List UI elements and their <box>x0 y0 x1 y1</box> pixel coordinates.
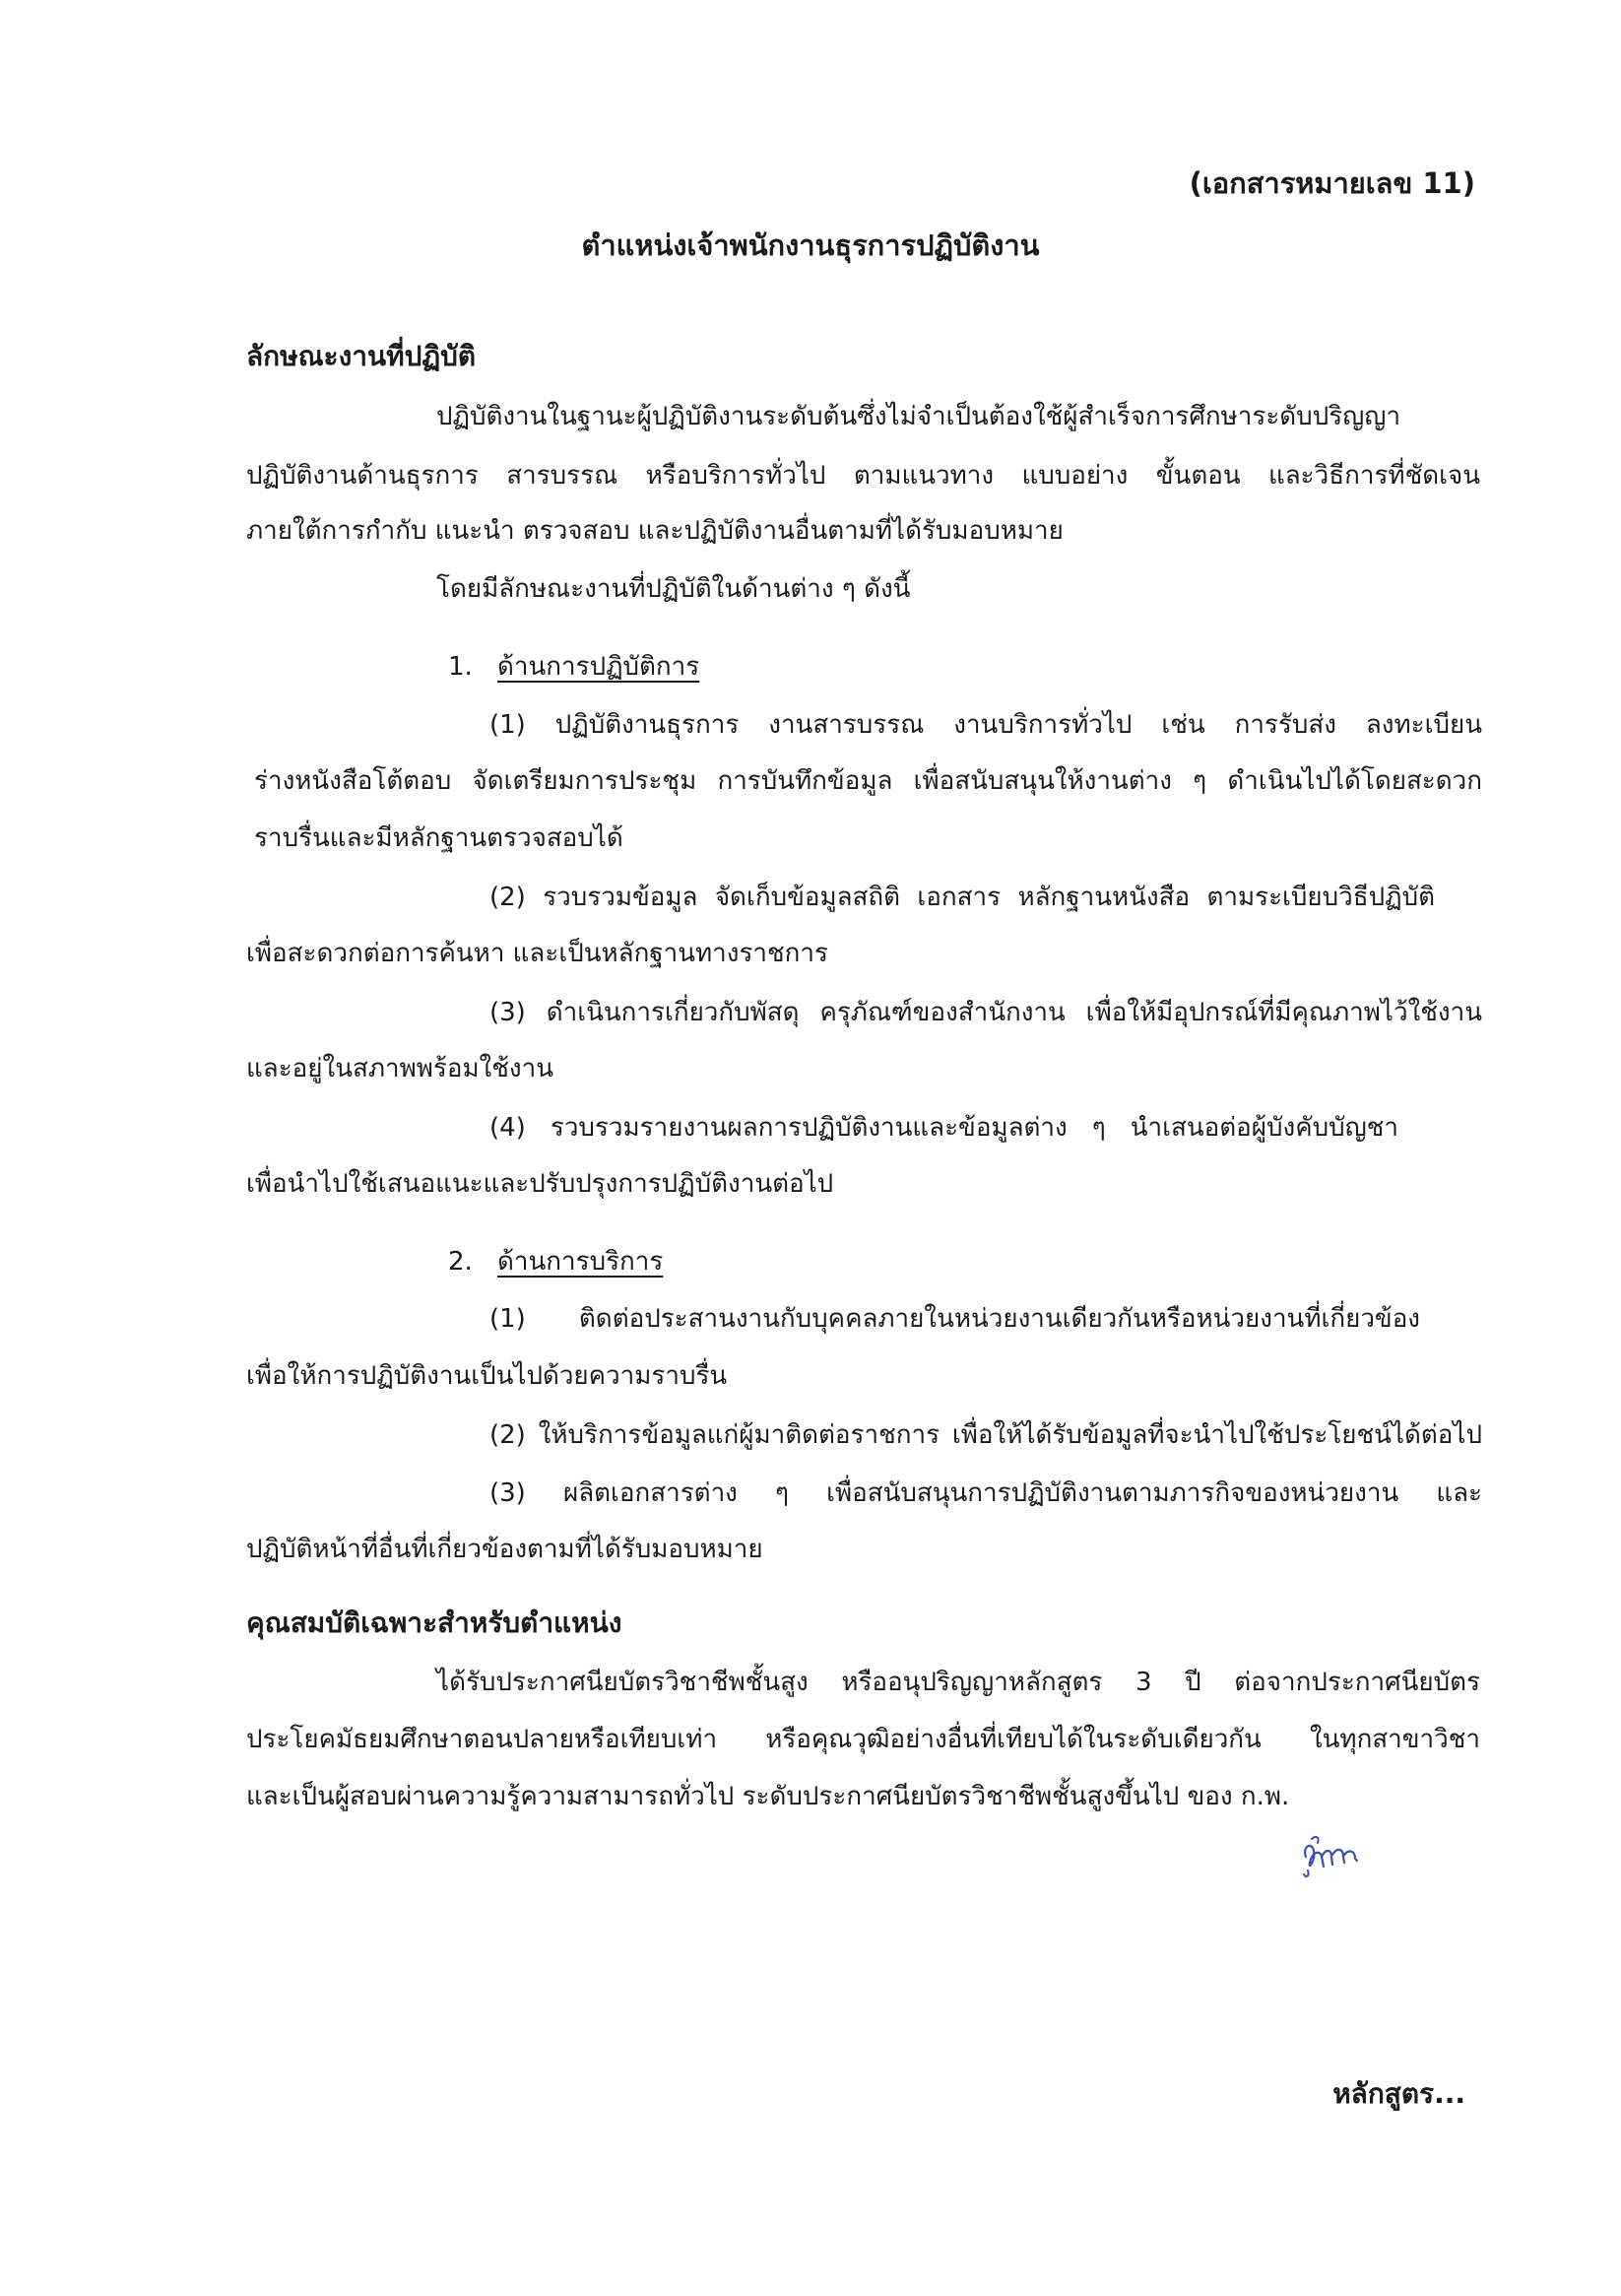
operations-item-1-line-3: ราบรื่นและมีหลักฐานตรวจสอบได้ <box>254 823 623 853</box>
operations-item-1-line-2: ร่างหนังสือโต้ตอบ จัดเตรียมการประชุม การบันทึกข้อมูล เพื่อสนับสนุนให้งานต่าง ๆ ดำเนินไปได้โดยสะดวก <box>254 766 1482 796</box>
qualifications-line-1: ได้รับประกาศนียบัตรวิชาชีพชั้นสูง หรืออนุปริญญาหลักสูตร 3 ปี ต่อจากประกาศนียบัตร <box>436 1668 1480 1697</box>
section-1-number: 1. <box>448 652 473 682</box>
continued-footer: หลักสูตร... <box>1332 2077 1465 2110</box>
service-item-3-line-2: ปฏิบัติหน้าที่อื่นที่เกี่ยวข้องตามที่ได้รับมอบหมาย <box>246 1535 763 1564</box>
job-nature-heading: ลักษณะงานที่ปฏิบัติ <box>246 340 477 372</box>
operations-item-4-line-1: (4) รวบรวมรายงานผลการปฏิบัติงานและข้อมูลต่าง ๆ นำเสนอต่อผู้บังคับบัญชา <box>489 1113 1398 1143</box>
job-nature-para-line-2: ปฏิบัติงานด้านธุรการ สารบรรณ หรือบริการทั่วไป ตามแนวทาง แบบอย่าง ขั้นตอน และวิธีการที่ชัดเจน <box>246 461 1480 491</box>
service-item-1-line-1: (1) ติดต่อประสานงานกับบุคคลภายในหน่วยงานเดียวกันหรือหน่วยงานที่เกี่ยวข้อง <box>489 1304 1420 1334</box>
job-nature-para-line-3: ภายใต้การกำกับ แนะนำ ตรวจสอบ และปฏิบัติงานอื่นตามที่ได้รับมอบหมาย <box>246 516 1064 546</box>
section-2-number: 2. <box>448 1247 473 1277</box>
operations-item-3-line-1: (3) ดำเนินการเกี่ยวกับพัสดุ ครุภัณฑ์ของสำนักงาน เพื่อให้มีอุปกรณ์ที่มีคุณภาพไว้ใช้งาน <box>489 998 1482 1027</box>
job-nature-para-line-1: ปฏิบัติงานในฐานะผู้ปฏิบัติงานระดับต้นซึ่งไม่จำเป็นต้องใช้ผู้สำเร็จการศึกษาระดับปริญญา <box>436 402 1401 431</box>
section-1-title: ด้านการปฏิบัติการ <box>497 652 700 682</box>
qualifications-line-2: ประโยคมัธยมศึกษาตอนปลายหรือเทียบเท่า หรือคุณวุฒิอย่างอื่นที่เทียบได้ในระดับเดียวกัน ในทุกสาขาวิชา <box>246 1725 1480 1754</box>
service-item-2-line-1: (2) ให้บริการข้อมูลแก่ผู้มาติดต่อราชการ เพื่อให้ได้รับข้อมูลที่จะนำไปใช้ประโยชน์ได้ต่อไป <box>489 1420 1482 1450</box>
service-item-1-line-2: เพื่อให้การปฏิบัติงานเป็นไปด้วยความราบรื่น <box>246 1361 728 1391</box>
operations-item-1-line-1: (1) ปฏิบัติงานธุรการ งานสารบรรณ งานบริการทั่วไป เช่น การรับส่ง ลงทะเบียน <box>489 710 1482 740</box>
operations-item-2-line-2: เพื่อสะดวกต่อการค้นหา และเป็นหลักฐานทางราชการ <box>246 939 828 968</box>
section-2-title: ด้านการบริการ <box>497 1247 664 1277</box>
operations-item-2-line-1: (2) รวบรวมข้อมูล จัดเก็บข้อมูลสถิติ เอกสาร หลักฐานหนังสือ ตามระเบียบวิธีปฏิบัติ <box>489 883 1435 912</box>
page-title: ตำแหน่งเจ้าพนักงานธุรการปฏิบัติงาน <box>581 229 1040 262</box>
document-number: (เอกสารหมายเลข 11) <box>1189 166 1475 200</box>
handwritten-signature <box>1298 1827 1387 1886</box>
operations-item-3-line-2: และอยู่ในสภาพพร้อมใช้งาน <box>246 1054 553 1083</box>
job-nature-intro: โดยมีลักษณะงานที่ปฏิบัติในด้านต่าง ๆ ดังนี้ <box>436 574 911 604</box>
operations-item-4-line-2: เพื่อนำไปใช้เสนอแนะและปรับปรุงการปฏิบัติงานต่อไป <box>246 1169 834 1199</box>
qualifications-line-3: และเป็นผู้สอบผ่านความรู้ความสามารถทั่วไป ระดับประกาศนียบัตรวิชาชีพชั้นสูงขึ้นไป ของ ก.พ. <box>246 1782 1290 1811</box>
qualifications-heading: คุณสมบัติเฉพาะสำหรับตำแหน่ง <box>246 1607 622 1639</box>
service-item-3-line-1: (3) ผลิตเอกสารต่าง ๆ เพื่อสนับสนุนการปฏิบัติงานตามภารกิจของหน่วยงาน และ <box>489 1478 1482 1508</box>
